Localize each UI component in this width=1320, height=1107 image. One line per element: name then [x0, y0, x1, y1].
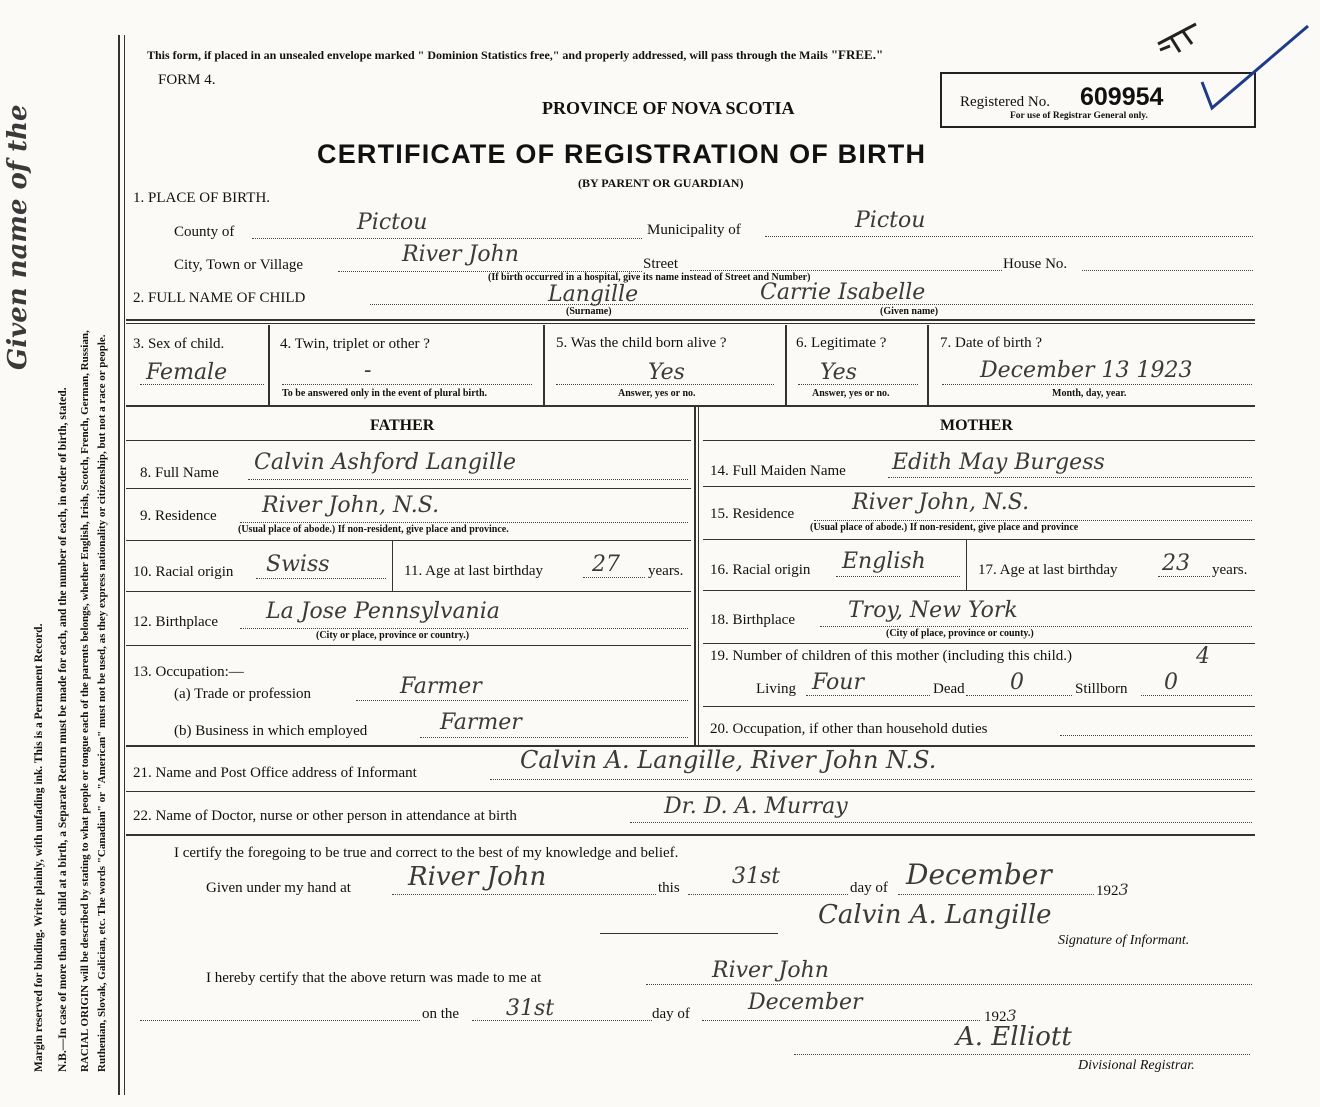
- certification-statement: I certify the foregoing to be true and correct to the best of my knowledge and belief.: [174, 845, 679, 861]
- margin-rule: [118, 35, 120, 1095]
- born-alive-label: 5. Was the child born alive ?: [556, 335, 727, 351]
- margin-racial-origin-note: RACIAL ORIGIN will be described by stating to what people or tongue each of the parents belongs, whether English, Irish, Scotch, French, German, Russian,: [79, 330, 91, 1072]
- father-birthplace: La Jose Pennsylvania: [266, 599, 500, 624]
- father-residence-caption: (Usual place of abode.) If non-resident, give place and province.: [238, 524, 509, 535]
- father-trade: Farmer: [400, 674, 482, 699]
- child-given-name: Carrie Isabelle: [760, 280, 926, 305]
- mother-birthplace-caption: (City of place, province or county.): [886, 628, 1034, 639]
- father-residence: River John, N.S.: [262, 493, 440, 518]
- living-value: Four: [812, 670, 864, 695]
- given-under-label: Given under my hand at: [206, 880, 351, 896]
- mother-birthplace: Troy, New York: [848, 598, 1018, 623]
- house-no-label: House No.: [1003, 256, 1068, 272]
- stillborn-value: 0: [1164, 670, 1178, 695]
- this-label: this: [658, 880, 680, 896]
- father-residence-label: 9. Residence: [140, 508, 217, 524]
- born-alive-value: Yes: [648, 360, 685, 385]
- registered-number: 609954: [1080, 83, 1164, 111]
- child-surname: Langille: [548, 282, 639, 307]
- father-racial: Swiss: [266, 552, 330, 577]
- county-label: County of: [174, 224, 235, 240]
- mother-heading: MOTHER: [940, 417, 1013, 434]
- mother-years: years.: [1212, 562, 1248, 578]
- mother-age: 23: [1162, 551, 1190, 576]
- mother-children-label: 19. Number of children of this mother (including this child.): [710, 648, 1073, 664]
- father-age: 27: [592, 552, 620, 577]
- father-business: Farmer: [440, 710, 522, 735]
- mother-children: 4: [1196, 644, 1210, 669]
- form-number: FORM 4.: [158, 72, 216, 88]
- municipality-value: Pictou: [855, 208, 926, 233]
- dead-label: Dead: [933, 681, 965, 697]
- mother-racial: English: [842, 549, 926, 574]
- on-the-label: on the: [422, 1006, 460, 1022]
- registrar-day-of-label: day of: [652, 1006, 690, 1022]
- child-name-label: 2. FULL NAME OF CHILD: [133, 290, 306, 306]
- place-of-birth-heading: 1. PLACE OF BIRTH.: [133, 190, 271, 206]
- registrar-day: 31st: [506, 996, 555, 1021]
- registrar-month: December: [748, 990, 863, 1015]
- mother-residence-label: 15. Residence: [710, 506, 795, 522]
- mail-notice: This form, if placed in an unsealed envelope marked " Dominion Statistics free," and properly addressed, will pass through the Mails "FREE.": [147, 47, 884, 62]
- registrar-caption: Divisional Registrar.: [1078, 1058, 1195, 1073]
- father-name-label: 8. Full Name: [140, 465, 219, 481]
- surname-caption: (Surname): [566, 306, 612, 317]
- margin-multiple-birth-note: N.B.—In case of more than one child at a birth, a Separate Return must be made for each, and the number of each, in order of birth, stated.: [57, 387, 69, 1072]
- dob-label: 7. Date of birth ?: [940, 335, 1043, 351]
- municipality-label: Municipality of: [647, 222, 741, 238]
- given-day: 31st: [732, 864, 781, 889]
- father-birthplace-caption: (City or place, province or country.): [316, 630, 470, 641]
- registrar-place: River John: [712, 958, 829, 983]
- father-name: Calvin Ashford Langille: [254, 450, 517, 475]
- informant-signature-caption: Signature of Informant.: [1058, 933, 1190, 948]
- father-age-label: 11. Age at last birthday: [404, 563, 543, 579]
- airplane-stamp-icon: [1150, 14, 1204, 58]
- margin-racial-origin-note-2: Ruthenian, Slovak, Galician, etc. The words "Canadian" or "American" must not be used, as they express nationality or citizenship, but not a race or people.: [96, 334, 108, 1072]
- check-mark-icon: [1196, 22, 1311, 114]
- registered-label: Registered No.: [960, 94, 1050, 110]
- mother-name-label: 14. Full Maiden Name: [710, 463, 846, 479]
- mother-residence: River John, N.S.: [852, 490, 1030, 515]
- province-heading: PROVINCE OF NOVA SCOTIA: [542, 98, 795, 118]
- born-alive-caption: Answer, yes or no.: [618, 388, 696, 399]
- given-month: December: [906, 858, 1052, 891]
- father-heading: FATHER: [370, 417, 435, 434]
- margin-rule-inner: [124, 35, 125, 1095]
- county-value: Pictou: [357, 210, 428, 235]
- certificate-subtitle: (BY PARENT OR GUARDIAN): [578, 176, 744, 190]
- city-label: City, Town or Village: [174, 257, 304, 273]
- given-name-caption: (Given name): [880, 306, 939, 317]
- father-trade-label: (a) Trade or profession: [174, 686, 312, 702]
- city-value: River John: [402, 242, 519, 267]
- twin-caption: To be answered only in the event of plural birth.: [282, 388, 488, 399]
- mother-racial-label: 16. Racial origin: [710, 562, 811, 578]
- sex-label: 3. Sex of child.: [133, 336, 225, 352]
- hospital-note: (If birth occurred in a hospital, give its name instead of Street and Number): [488, 272, 811, 283]
- given-year: 1923: [1096, 880, 1129, 899]
- informant-label: 21. Name and Post Office address of Informant: [133, 765, 417, 781]
- informant-value: Calvin A. Langille, River John N.S.: [520, 746, 937, 774]
- legitimate-value: Yes: [820, 360, 857, 385]
- registrar-year: 1923: [984, 1006, 1017, 1025]
- father-birthplace-label: 12. Birthplace: [133, 614, 218, 630]
- father-occupation-label: 13. Occupation:—: [133, 664, 244, 680]
- mother-residence-caption: (Usual place of abode.) If non-resident, give place and province: [810, 522, 1079, 533]
- registrar-signature: A. Elliott: [956, 1022, 1072, 1052]
- twin-label: 4. Twin, triplet or other ?: [280, 336, 430, 352]
- twin-value: -: [364, 358, 372, 383]
- registrar-note: For use of Registrar General only.: [1010, 111, 1148, 121]
- given-place: River John: [408, 862, 547, 892]
- certificate-title: CERTIFICATE OF REGISTRATION OF BIRTH: [317, 139, 927, 169]
- father-years: years.: [648, 563, 684, 579]
- mother-birthplace-label: 18. Birthplace: [710, 612, 795, 628]
- mother-age-label: 17. Age at last birthday: [978, 562, 1118, 578]
- registrar-statement: I hereby certify that the above return was made to me at: [206, 970, 542, 986]
- informant-signature: Calvin A. Langille: [818, 900, 1052, 930]
- living-label: Living: [756, 681, 796, 697]
- mother-occupation-label: 20. Occupation, if other than household duties: [710, 721, 988, 737]
- dob-value: December 13 1923: [980, 358, 1193, 383]
- day-of-label: day of: [850, 880, 888, 896]
- father-business-label: (b) Business in which employed: [174, 723, 368, 739]
- legitimate-caption: Answer, yes or no.: [812, 388, 890, 399]
- sex-value: Female: [146, 360, 228, 385]
- margin-handwritten-note: Given name of the: [3, 104, 33, 370]
- mother-name: Edith May Burgess: [892, 450, 1105, 475]
- street-label: Street: [643, 256, 678, 272]
- doctor-label: 22. Name of Doctor, nurse or other person in attendance at birth: [133, 808, 517, 824]
- dead-value: 0: [1010, 670, 1024, 695]
- father-racial-label: 10. Racial origin: [133, 564, 234, 580]
- dob-caption: Month, day, year.: [1052, 388, 1127, 399]
- stillborn-label: Stillborn: [1075, 681, 1128, 697]
- margin-binding-note: Margin reserved for binding. Write plainly, with unfading ink. This is a Permanent Record.: [33, 623, 45, 1072]
- doctor-value: Dr. D. A. Murray: [664, 794, 848, 819]
- legitimate-label: 6. Legitimate ?: [796, 335, 887, 351]
